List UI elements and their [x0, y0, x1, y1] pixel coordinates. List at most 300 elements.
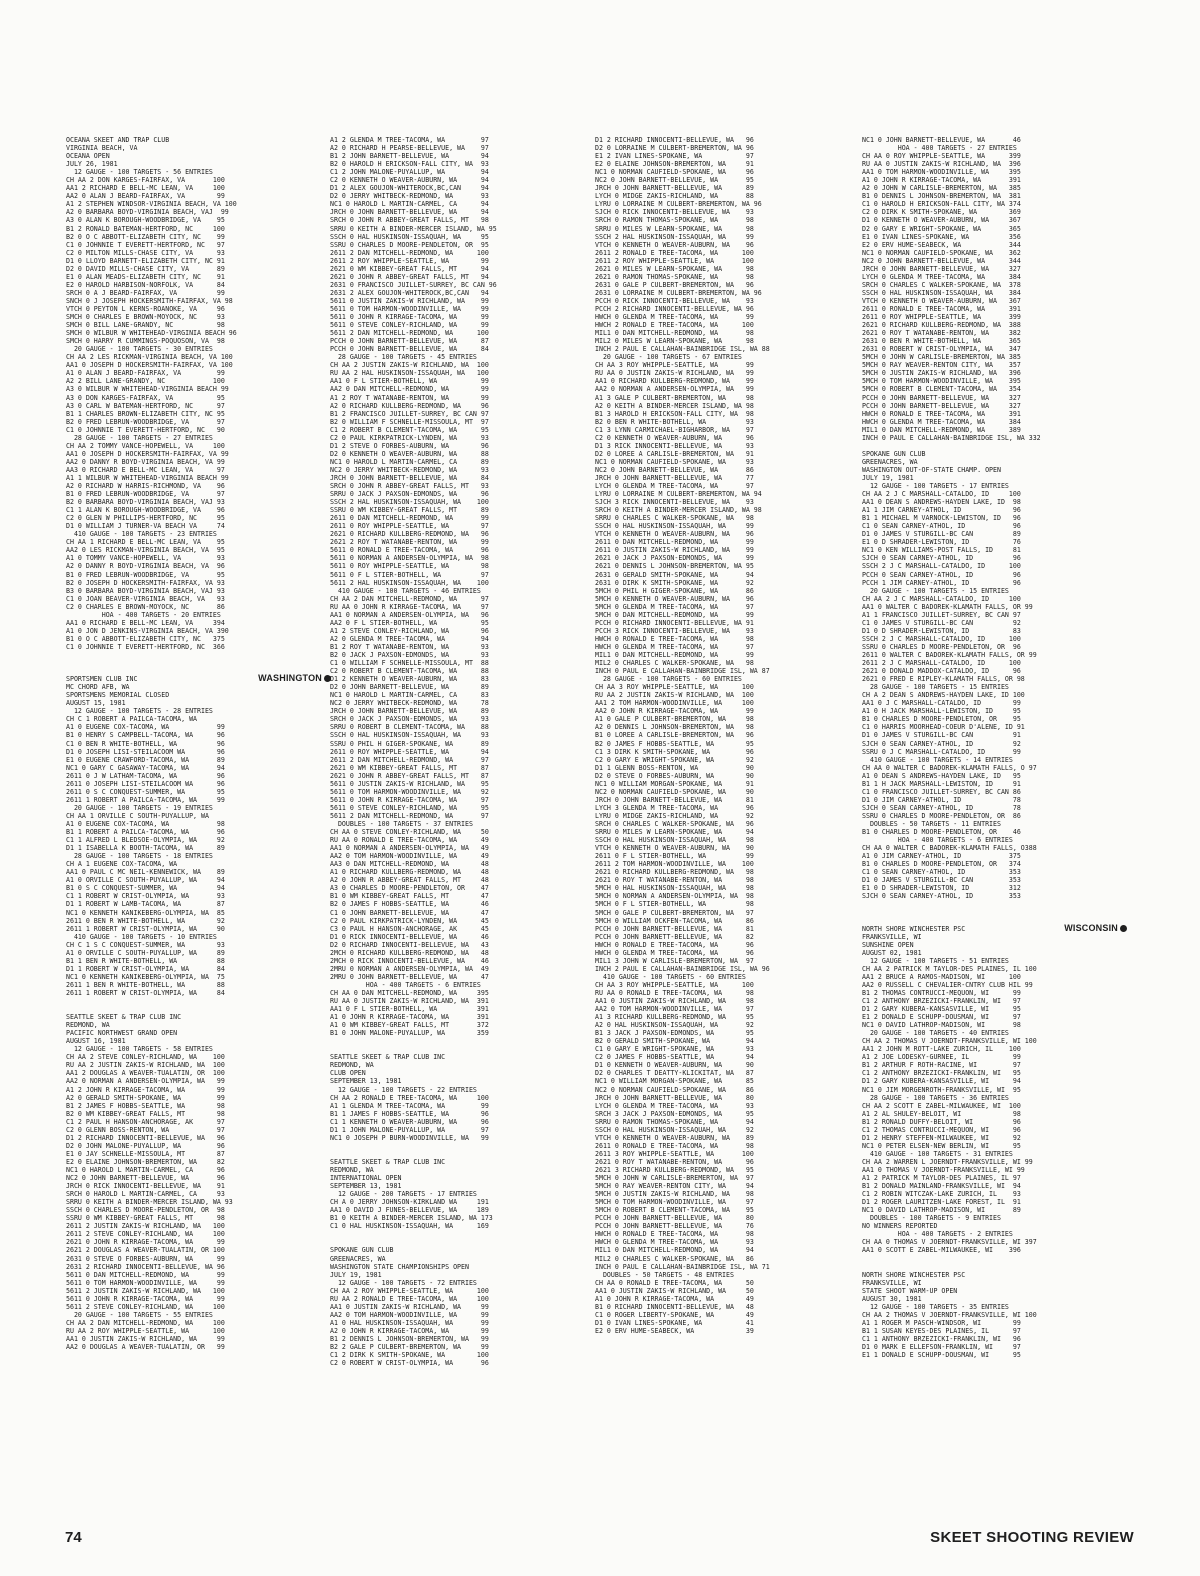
result-line: CH AA 2 PATRICK M TAYLOR-DES PLAINES, IL 100: [862, 964, 1037, 973]
result-line: MIL1 0 DAN MITCHELL-REDMOND, WA 389: [862, 425, 1021, 434]
result-line: A1 0 HAL HUSKINSON-ISSAQUAH, WA 99: [330, 1318, 489, 1327]
result-line: CH AA 0 WALTER C BADOREK-KLAMATH FALLS, O388: [862, 844, 1037, 853]
result-line: NC1 0 PETER ELSEN-NEW BERLIN, WI 95: [862, 1141, 1021, 1150]
result-line: 2611 0 J W LATHAM-TACOMA, WA 96: [66, 771, 225, 780]
result-line: CH AA 3 ROY WHIPPLE-SEATTLE, WA 100: [595, 980, 754, 989]
result-line: 2621 0 JOHN R ABBEY-GREAT FALLS, MT 87: [330, 771, 489, 780]
result-line: C1 0 BEN R WHITE-BOTHELL, WA 96: [66, 739, 225, 748]
result-line: AA1 0 JOSEPH D HOCKERSMITH-FAIRFAX, VA 100: [66, 361, 233, 370]
result-line: SSRU 0 CHARLES D MOORE-PENDLETON, OR 95: [330, 240, 489, 249]
result-line: A3 0 CHARLES D MOORE-PENDLETON, OR 47: [330, 884, 489, 893]
result-line: 2621 0 DENNIS L JOHNSON-BREMERTON, WA 95: [595, 562, 754, 571]
result-line: C1 0 SEAN CARNEY-ATHOL, ID 353: [862, 868, 1021, 877]
result-line: AUGUST 02, 1981: [862, 948, 922, 957]
result-line: AA2 0 NORMAN A ANDERSEN-OLYMPIA, WA 99: [66, 1077, 225, 1086]
result-line: C1 0 JOHNNIE T EVERETT-HERTFORD, NC 90: [66, 425, 225, 434]
result-line: C1 0 JAMES V STURGILL-BC CAN 92: [862, 618, 1021, 627]
result-line: AA1 0 THOMAS V JOERNDT-FRANKSVILLE, WI 99: [862, 1166, 1025, 1174]
result-line: DOUBLES - 100 TARGETS - 37 ENTRIES: [330, 819, 473, 828]
result-line: MIL2 0 CHARLES C WALKER-SPOKANE, WA 98: [595, 659, 754, 668]
result-line: B1 0 CHARLES D MOORE-PENDLETON, OR 374: [862, 860, 1021, 869]
result-line: JRCH 0 JOHN BARNETT-BELLEVUE, WA 94: [330, 208, 489, 217]
result-line: AA1 2 RICHARD E BELL-MC LEAN, VA 100: [66, 184, 225, 193]
result-line: 28 GAUGE - 100 TARGETS - 36 ENTRIES: [862, 1093, 1009, 1102]
result-line: C1 0 WILLIAM F SCHNELLE-MISSOULA, MT 88: [330, 659, 489, 668]
result-line: SSRU 0 PHIL H GIGER-SPOKANE, WA 89: [330, 739, 489, 748]
result-line: A1 0 JOHN R KIRRAGE-TACOMA, WA 49: [595, 1294, 754, 1303]
result-line: 5611 2 JUSTIN ZAKIS-W RICHLAND, WA 100: [66, 1286, 225, 1295]
result-line: D2 0 LOREE A CARLISLE-BREMERTON, WA 91: [595, 449, 754, 458]
result-line: CH A 2 DEAN S ANDREWS-HAYDEN LAKE, ID 100: [862, 691, 1025, 700]
result-line: A1 0 ALAN J BEARD-FAIRFAX, VA 99: [66, 369, 225, 378]
result-line: SJCH 0 SEAN CARNEY-ATHOL, ID 92: [862, 739, 1021, 748]
result-line: B1 1 SUSAN KEYES-DES PLAINES, IL 97: [862, 1326, 1021, 1335]
result-line: D1 0 JOSEPH LISI-STEILACOOM WA 96: [66, 747, 225, 756]
result-line: B2 0 FRED LEBRUN-WOODBRIDGE, VA 97: [66, 417, 225, 426]
result-line: B1 2 JAMES F HOBBS-SEATTLE, WA 98: [66, 1101, 225, 1110]
result-line: AUGUST 15, 1981: [66, 699, 126, 708]
result-line: 2611 0 DAN MITCHELL-REDMOND, WA 99: [330, 514, 489, 523]
result-line: SRRU 0 KEITH A BINDER-MERCER ISLAND, WA 93: [66, 1198, 233, 1207]
result-line: NC1 0 GARY C GASAWAY-TACOMA, WA 94: [66, 763, 225, 772]
result-line: B1 3 JACK J PAXSON-EDMONDS, WA 95: [595, 1029, 754, 1038]
result-line: INCH 2 PAUL E CALLAHAN-BAINBRIDGE ISL, WA 88: [595, 345, 770, 354]
result-line: C2 0 CHARLES E BROWN-MOYOCK, NC 86: [66, 602, 225, 611]
result-line: C1 2 PAUL H HANSON-ANCHORAGE, AK 97: [66, 1117, 225, 1126]
result-line: D1 1 ROBERT W LAMB-TACOMA, WA 87: [66, 900, 225, 909]
spacer: [862, 1255, 1127, 1263]
result-line: INCH 0 PAUL E CALLAHAN-BAINBRIDGE ISL, WA 87: [595, 667, 770, 676]
result-line: D1 0 KENNETH O WEAVER-AUBURN, WA 90: [595, 1061, 754, 1070]
result-line: C2 0 KENNETH O WEAVER-AUBURN, WA 96: [595, 433, 754, 442]
result-line: AA1 0 TOM HARMON-WOODINVILLE, WA 395: [862, 168, 1021, 177]
result-line: B1 3 HAROLD H ERICKSON-FALL CITY, WA 98: [595, 409, 754, 418]
result-line: C1 1 ALFRED L BLEDSOE-OLYMPIA, WA 92: [66, 836, 225, 845]
result-line: PCCH 0 JOHN BARNETT-BELLEVUE, WA 81: [595, 924, 754, 933]
result-line: D1 3 RICK INNOCENTI-BELLEVUE, WA 93: [595, 441, 754, 450]
result-line: HOA - 400 TARGETS - 27 ENTRIES: [862, 144, 1017, 153]
result-line: 5611 0 JOHN R KIRRAGE-TACOMA, WA 97: [330, 795, 489, 804]
result-line: A1 1 ROGER M PASCH-WINDSOR, WI 99: [862, 1318, 1021, 1327]
result-line: 2631 0 GALE P CULBERT-BREMERTON, WA 96: [595, 280, 754, 289]
result-line: AA2 0 DOUGLAS A WEAVER-TUALATIN, OR 99: [66, 1343, 225, 1352]
result-line: 2621 0 ROY T WATANABE-RENTON, WA 96: [595, 1157, 754, 1166]
result-line: SJCH 3 RICK INNOCENTI-BELLEVUE, WA 93: [595, 498, 754, 507]
result-line: AA1 0 PAUL C MC NEIL-KENNEWICK, WA 89: [66, 868, 225, 877]
result-line: E1 2 IVAN LINES-SPOKANE, WA 97: [595, 152, 754, 161]
result-line: AA1 2 JOHN M ROTT-LAKE ZURICH, IL 100: [862, 1045, 1021, 1054]
result-line: NC1 0 KENNETH KANIKEBERG-OLYMPIA, WA 85: [66, 908, 225, 917]
result-line: 2631 0 GERALD SMITH-SPOKANE, WA 94: [595, 570, 754, 579]
result-line: 5MCH 0 RAY WEAVER-RENTON CITY, WA 94: [595, 1182, 754, 1191]
result-line: PCCH 0 JOHN BARNETT-BELLEVUE, WA 76: [595, 1222, 754, 1231]
result-line: A2 0 RICHARD W HARRIS-RICHMOND, VA 96: [66, 482, 225, 491]
result-line: B1 0 KEITH A BINDER-MERCER ISLAND, WA 173: [330, 1214, 493, 1223]
result-line: 5MCH 0 JOHN W CARLISLE-BREMERTON, WA 385: [862, 353, 1021, 362]
result-line: C1 0 HAROLD H ERICKSON-FALL CITY, WA 374: [862, 200, 1021, 209]
result-line: SSCH 0 CHARLES D MOORE-PENDLETON, OR 98: [66, 1206, 225, 1215]
result-line: E2 0 HAROLD HARBISON-NORFOLK, VA 84: [66, 280, 225, 289]
result-line: 20 GAUGE - 100 TARGETS - 67 ENTRIES: [595, 353, 742, 362]
result-line: HWCH 0 GLENDA M TREE-TACOMA, WA 99: [595, 313, 754, 322]
result-line: A2 0 JOHN R KIRRAGE-TACOMA, WA 99: [330, 1326, 489, 1335]
result-line: A2 0 DANNY R BOYD-VIRGINIA BEACH, VA 96: [66, 562, 225, 571]
result-line: PACIFIC NORTHWEST GRAND OPEN: [66, 1029, 178, 1038]
result-line: 2611 2 RONALD E TREE-TACOMA, WA 100: [595, 248, 754, 257]
result-line: CH AA 0 DAN MITCHELL-REDMOND, WA 395: [330, 988, 489, 997]
result-line: 2631 0 DIRK K SMITH-SPOKANE, WA 92: [595, 578, 754, 587]
result-line: WASHINGTON STATE CHAMPIONSHIPS OPEN: [330, 1262, 469, 1271]
result-line: AA2 0 LES RICKMAN-VIRGINIA BEACH, VA 95: [66, 546, 225, 555]
result-line: SUNSHINE OPEN: [862, 940, 914, 949]
result-line: B3 0 BARBARA BOYD-VIRGINIA BEACH, VAJ 93: [66, 586, 225, 595]
result-line: 5MCH 0 JUSTIN ZAKIS-W RICHLAND, WA 98: [595, 1190, 754, 1199]
result-line: OCEANA OPEN: [66, 152, 110, 161]
result-line: C1 0 SEAN CARNEY-ATHOL, ID 96: [862, 522, 1021, 531]
result-line: HWCH 2 RONALD E TREE-TACOMA, WA 100: [595, 321, 754, 330]
result-line: A3 0 CARL W BATEMAN-HERTFORD, NC 97: [66, 401, 225, 410]
result-line: D2 0 RICHARD INNOCENTI-BELLEVUE, WA 43: [330, 940, 489, 949]
result-line: D2 0 DAVID MILLS-CHASE CITY, VA 89: [66, 264, 225, 273]
result-line: NC1 0 NORMAN CAUFIELD-SPOKANE, WA 93: [595, 457, 754, 466]
result-line: NC1 0 WILLIAM MORGAN-SPOKANE, WA 91: [595, 779, 754, 788]
result-line: A3 0 WILBUR W WHITEHEAD-VIRGINIA BEACH 99: [66, 385, 229, 394]
result-line: B2 0 JOSEPH D HOCKERSMITH-FAIRFAX, VA 93: [66, 578, 225, 587]
result-line: AA1 2 DOUGLAS A WEAVER-TUALATIN, OR 100: [66, 1069, 225, 1078]
result-line: B2 0 JAMES F HOBBS-SEATTLE, WA 95: [595, 739, 754, 748]
result-line: A1 2 STEPHEN WINDSOR-VIRGINIA BEACH, VA 100: [66, 200, 237, 209]
result-line: MIL2 0 MILES W LEARN-SPOKANE, WA 98: [595, 337, 754, 346]
result-line: PCCH 0 RICHARD INNOCENTI-BELLEVUE, WA 91: [595, 618, 754, 627]
result-line: 5611 0 STEVE CONLEY-RICHLAND, WA 95: [330, 803, 489, 812]
result-line: 2621 0 JOHN R KIRRAGE-TACOMA, WA 99: [66, 1238, 225, 1247]
result-line: 2621 0 DONALD MADDOX-CATALDO, ID 96: [862, 667, 1021, 676]
result-line: JRCH 0 JOHN BARNETT-BELLEVUE, WA 89: [595, 184, 754, 193]
result-line: 2621 0 RICHARD KULLBERG-REDMOND, WA 98: [595, 868, 754, 877]
results-column-2: [330, 136, 595, 1367]
result-line: RU AA 0 JUSTIN ZAKIS-W RICHLAND, WA 391: [330, 997, 489, 1006]
result-line: 2611 0 ROY WHIPPLE-SEATTLE, WA 94: [330, 747, 489, 756]
result-line: NC1 0 KENNETH KANIKEBERG-OLYMPIA, WA 75: [66, 972, 225, 981]
result-line: HWCH 0 GLENDA M TREE-TACOMA, WA 96: [595, 948, 754, 957]
result-line: [66, 675, 331, 683]
result-line: CH AA 2 DAN MITCHELL-REDMOND, WA 97: [330, 594, 489, 603]
result-line: A2 0 JOHN W CARLISLE-BREMERTON, WA 385: [862, 184, 1021, 193]
result-line: SRRU 0 KEITH A BINDER-MERCER ISLAND, WA 95: [330, 224, 497, 233]
result-line: 20 GAUGE - 100 TARGETS - 30 ENTRIES: [66, 345, 213, 354]
result-line: A1 3 GALE P CULBERT-BREMERTON, WA 98: [595, 393, 754, 402]
result-line: 2621 2 ROY T WATANABE-RENTON, WA 99: [330, 538, 489, 547]
result-line: SSCH 2 HAL HUSKINSON-ISSAQUAH, WA 100: [330, 498, 489, 507]
result-line: HWCH 0 GLENDA M TREE-TACOMA, WA 384: [862, 417, 1021, 426]
result-line: C1 1 KENNETH O WEAVER-AUBURN, WA 96: [330, 1117, 489, 1126]
result-line: SRRU 0 CHARLES C WALKER-SPOKANE, WA 98: [595, 514, 754, 523]
result-line: CH AA 0 THOMAS V JOERNDT-FRANKSVILLE, WI 397: [862, 1238, 1037, 1247]
result-line: C1 3 LYNN CARMICHAEL-BIGHARBOR, WA 97: [595, 425, 754, 434]
result-line: AA1 0 JUSTIN ZAKIS-W RICHLAND, WA 50: [595, 1286, 754, 1295]
result-line: REDMOND, WA: [330, 1061, 374, 1070]
result-line: C2 0 PAUL KIRKPATRICK-LYNDEN, WA 45: [330, 916, 489, 925]
result-line: NC2 0 JOHN BARNETT-BELLEVUE, WA 95: [595, 176, 754, 185]
result-line: C2 0 ROBERT W CRIST-OLYMPIA, WA 96: [330, 1359, 489, 1368]
result-line: B1 2 ROY T WATANABE-RENTON, WA 93: [330, 642, 489, 651]
result-line: NO WINNERS REPORTED: [862, 1222, 938, 1231]
result-line: LYRU 0 LORRAINE M CULBERT-BREMERTON, WA 96: [595, 200, 762, 209]
result-line: C2 0 GLEN W PHILLIPS-HERTFORD, NC 95: [66, 514, 225, 523]
result-line: C2 0 ROBERT B CLEMENT-TACOMA, WA 88: [330, 667, 489, 676]
result-line: CH A 0 JERRY JOHNSON-KIRKLAND WA 191: [330, 1198, 489, 1207]
result-line: D1 1 GLENN BOSS-RENTON, WA 90: [595, 763, 754, 772]
result-line: LYCH 3 GLENDA M TREE-TACOMA, WA 96: [595, 803, 754, 812]
result-line: 5MCH 0 KENNETH O WEAVER-AUBURN, WA 96: [595, 594, 754, 603]
result-line: B2 0 HAROLD H ERICKSON-FALL CITY, WA 93: [330, 160, 489, 169]
result-line: C1 0 JOHNNIE T EVERETT-HERTFORD, NC 366: [66, 642, 225, 651]
result-line: C1 2 ANTHONY BRZEZICKI-FRANKLIN, WI 95: [862, 1069, 1021, 1078]
result-line: SRRU 0 MILES W LEARN-SPOKANE, WA 94: [595, 828, 754, 837]
result-line: B1 2 DONALD MAINLAND-FRANKSVILLE, WI 94: [862, 1182, 1021, 1191]
page-number: 74: [65, 1529, 82, 1546]
result-line: D1 2 ALEX GOUJON-WHITEROCK,BC,CAN 94: [330, 184, 489, 193]
result-line: SMCH 0 CHARLES E BROWN-MOYOCK, NC 93: [66, 313, 225, 322]
result-line: 410 GAUGE - 100 TARGETS - 14 ENTRIES: [862, 755, 1013, 764]
result-line: SSRU 0 CHARLES D MOORE-PENDLETON, OR 86: [862, 811, 1021, 820]
result-line: A1 3 RICHARD KULLBERG-REDMOND, WA 95: [595, 1013, 754, 1022]
result-line: 410 GAUGE - 100 TARGETS - 31 ENTRIES: [862, 1149, 1013, 1158]
result-line: 12 GAUGE - 200 TARGETS - 17 ENTRIES: [330, 1190, 477, 1199]
result-line: [862, 922, 1127, 933]
result-line: C1 0 ROGER LIBERTY-SPOKANE, WA 49: [595, 1310, 754, 1319]
result-line: PCCH 2 RICHARD INNOCENTI-BELLEVUE, WA 96: [595, 304, 754, 313]
result-line: MIL1 0 DAN MITCHELL-REDMOND, WA 99: [595, 651, 754, 659]
result-line: B2 0 BEN R WHITE-BOTHELL, WA 93: [595, 417, 754, 426]
result-line: PCCH 0 JOHN BARNETT-BELLEVUE, WA 327: [862, 393, 1021, 402]
results-column-4: [862, 136, 1127, 1359]
result-line: AUGUST 30, 1981: [862, 1294, 922, 1303]
results-column-1: [66, 136, 331, 1351]
result-line: C1 0 JOHN BARNETT-BELLEVUE, WA 47: [330, 908, 489, 917]
result-line: A2 0 HAL HUSKINSON-ISSAQUAH, WA 92: [595, 1021, 754, 1030]
result-line: 2621 0 RICHARD KULLBERG-REDMOND, WA 96: [330, 530, 489, 539]
result-line: SMCH 0 WILBUR W WHITEHEAD-VIRGINIA BEACH 96: [66, 329, 237, 338]
result-line: 2611 2 STEVE CONLEY-RICHLAND, WA 100: [66, 1230, 225, 1239]
result-line: AA1 2 BRUCE A RAMOS-MADISON, WI 100: [862, 972, 1021, 981]
result-line: E2 0 ERV HUME-SEABECK, WA 344: [862, 240, 1021, 249]
result-line: PCCH 0 JOHN BARNETT-BELLEVUE, WA 87: [330, 337, 489, 346]
result-line: SPORTSMENS MEMORIAL CLOSED: [66, 691, 170, 700]
result-line: 12 GAUGE - 100 TARGETS - 17 ENTRIES: [862, 482, 1009, 491]
result-line: 5611 2 STEVE CONLEY-RICHLAND, WA 100: [66, 1302, 225, 1311]
result-line: A1 2 JOHN R KIRRAGE-TACOMA, WA 99: [66, 1085, 225, 1094]
result-line: AA1 0 DEAN S ANDREWS-HAYDEN LAKE, ID 98: [862, 498, 1021, 507]
result-line: 5611 0 TOM HARMON-WOODINVILLE, WA 99: [66, 1278, 225, 1287]
result-line: 2621 3 RICHARD KULLBERG-REDMOND, WA 95: [595, 1166, 754, 1174]
result-line: 5MCH 0 ROBERT B CLEMENT-TACOMA, WA 95: [595, 1206, 754, 1215]
result-line: NC2 0 JOHN BARNETT-BELLEVUE, WA 344: [862, 256, 1021, 265]
result-line: AA2 0 RUSSELL C CHEVALIER-CNTRY CLUB HIL 99: [862, 980, 1033, 989]
result-line: 2621 0 JACK J PAXSON-EDMONDS, WA 99: [595, 554, 754, 563]
result-line: D1 2 RICHARD INNOCENTI-BELLEVUE, WA 96: [66, 1133, 225, 1142]
result-line: D1 1 ISABELLA K BOOTH-TACOMA, WA 89: [66, 844, 225, 853]
result-line: 2611 2 JUSTIN ZAKIS-W RICHLAND, WA 100: [66, 1222, 225, 1231]
result-line: 28 GAUGE - 100 TARGETS - 18 ENTRIES: [66, 852, 213, 861]
result-line: AA1 0 SCOTT E ZABEL-MILWAUKEE, WI 396: [862, 1246, 1021, 1255]
result-line: AA2 0 DAN MITCHELL-REDMOND, WA 99: [330, 385, 489, 394]
result-line: AA1 0 JUSTIN ZAKIS-W RICHLAND, WA 99: [330, 1302, 489, 1311]
result-line: GREENACRES, WA: [862, 457, 918, 466]
result-line: SRCH 0 JACK J PAXSON-EDMONDS, WA 93: [330, 715, 489, 724]
result-line: INTERNATIONAL OPEN: [330, 1174, 402, 1183]
result-line: C2 0 GLENN BOSS-RENTON, WA 97: [66, 1125, 225, 1134]
result-line: SJCH 0 SEAN CARNEY-ATHOL, ID 96: [862, 554, 1021, 563]
spacer: [330, 1150, 595, 1158]
result-line: SSCH 2 J C MARSHALL-CATALDO, ID 100: [862, 562, 1021, 571]
result-line: AA2 0 TOM HARMON-WOODINVILLE, WA 49: [330, 852, 489, 861]
spacer: [330, 1230, 595, 1238]
result-line: A1 0 WM KIBBEY-GREAT FALLS, MT 372: [330, 1021, 489, 1030]
result-line: D1 0 WILLIAM J TURNER-VA BEACH VA 74: [66, 522, 225, 531]
result-line: A1 0 H JACK MARSHALL-LEWISTON, ID 95: [862, 707, 1021, 716]
result-line: C1 0 HARRIS MOORHEAD-COEUR D'ALENE, ID 91: [862, 723, 1025, 732]
result-line: 2MCH 0 RICHARD KULLBERG-REDMOND, WA 48: [330, 948, 489, 957]
result-line: B1 1 H JACK MARSHALL-LEWISTON, ID 91: [862, 779, 1021, 788]
result-line: 2631 0 FRANCISCO JUILLET-SURREY, BC CAN 96: [330, 280, 497, 289]
result-line: CH AA 2 JUSTIN ZAKIS-W RICHLAND, WA 100: [330, 361, 489, 370]
result-line: NC1 0 WILLIAM MORGAN-SPOKANE, WA 85: [595, 1077, 754, 1086]
result-line: LYCH 0 GLENDA M TREE-TACOMA, WA 384: [862, 272, 1021, 281]
result-line: 20 GAUGE - 100 TARGETS - 40 ENTRIES: [862, 1029, 1009, 1038]
result-line: C2 0 PAUL KIRKPATRICK-LYNDEN, WA 93: [330, 433, 489, 442]
result-line: FRANKSVILLE, WI: [862, 932, 922, 941]
result-line: PCCH 0 JOHN BARNETT-BELLEVUE, WA 82: [595, 932, 754, 941]
result-line: 2611 2 ROY WHIPPLE-SEATTLE, WA 100: [595, 256, 754, 265]
result-line: SSCH 0 HAL HUSKINSON-ISSAQUAH, WA 98: [595, 836, 754, 845]
result-line: SJCH 0 SEAN CARNEY-ATHOL, ID 78: [862, 803, 1021, 812]
result-line: RU AA 0 RONALD E TREE-TACOMA, WA 98: [595, 988, 754, 997]
result-line: LYRU 0 MIDGE ZAKIS-RICHLAND, WA 92: [595, 811, 754, 820]
result-line: 20 GAUGE - 100 TARGETS - 19 ENTRIES: [66, 803, 213, 812]
result-line: CH AA 0 STEVE CONLEY-RICHLAND, WA 50: [330, 828, 489, 837]
result-line: C1 3 DIRK K SMITH-SPOKANE, WA 96: [595, 747, 754, 756]
result-line: SRRU 0 JACK J PAXSON-EDMONDS, WA 96: [330, 490, 489, 499]
result-line: AA1 0 DAVID J FUNES-BELLEVUE, WA 189: [330, 1206, 489, 1215]
result-line: INCH 2 PAUL E CALLAHAN-BAINBRIDGE ISL, WA 96: [595, 964, 770, 973]
result-line: HOA - 400 TARGETS - 2 ENTRIES: [862, 1230, 1013, 1239]
result-line: A1 0 EUGENE COX-TACOMA, WA 98: [66, 819, 225, 828]
result-line: B1 2 THOMAS CONTRUCCI-MEQUON, WI 99: [862, 988, 1021, 997]
result-line: PCCH 0 JOHN BARNETT-BELLEVUE, WA 327: [862, 401, 1021, 410]
state-heading: WISCONSIN: [1064, 924, 1127, 932]
result-line: A1 0 ORVILLE C SOUTH-PUYALLUP, WA 94: [66, 876, 225, 885]
result-line: 5MCH 0 WILLIAM OCKFEN-TACOMA, WA 86: [595, 916, 754, 925]
spacer: [862, 442, 1127, 450]
result-line: SSCH 0 HAL HUSKINSON-ISSAQUAH, WA 99: [595, 522, 754, 531]
result-line: 2611 2 DAN MITCHELL-REDMOND, WA 97: [330, 755, 489, 764]
result-line: D1 2 STEVE O FORBES-AUBURN, WA 96: [330, 441, 489, 450]
result-line: SRCH 0 JOHN R ABBEY-GREAT FALLS, MT 98: [330, 216, 489, 225]
result-line: CH AA 2 RONALD E TREE-TACOMA, WA 100: [330, 1093, 489, 1102]
result-line: 2621 2 DOUGLAS A WEAVER-TUALATIN, OR 100: [66, 1246, 225, 1255]
result-line: C1 2 THOMAS CONTRUCCI-MEQUON, WI 96: [862, 1125, 1021, 1134]
result-line: NC1 0 HAROLD L MARTIN-CARMEL, CA 83: [330, 691, 489, 700]
result-line: CH AA 0 RONALD E TREE-TACOMA, WA 50: [595, 1278, 754, 1287]
result-line: CH AA 2 SCOTT E ZABEL-MILWAUKEE, WI 100: [862, 1101, 1021, 1110]
result-line: AA3 0 RICHARD E BELL-MC LEAN, VA 97: [66, 465, 225, 474]
result-line: D1 0 JAMES V STURGILL-BC CAN 353: [862, 876, 1021, 885]
result-line: PCCH 0 SEAN CARNEY-ATHOL, ID 96: [862, 570, 1021, 579]
result-line: SRCH 0 CHARLES C WALKER-SPOKANE, WA 96: [595, 819, 754, 828]
result-line: B2 0 BARBARA BOYD-VIRGINIA BEACH, VAJ 93: [66, 498, 225, 507]
result-line: CH C 1 S C CONQUEST-SUMMER, WA 93: [66, 940, 225, 949]
result-line: HWCH 0 RONALD E TREE-TACOMA, WA 96: [595, 940, 754, 949]
result-line: DOUBLES - 100 TARGETS - 9 ENTRIES: [862, 1214, 1001, 1223]
result-line: NC2 0 JOHN BARNETT-BELLEVUE, WA 96: [66, 1174, 225, 1183]
result-line: C1 2 JOHN MALONE-PUYALLUP, WA 94: [330, 168, 489, 177]
result-line: 5MCH 0 PHIL H GIGER-SPOKANE, WA 86: [595, 586, 754, 595]
result-line: NC1 0 HAROLD L MARTIN-CARMEL, CA 94: [330, 200, 489, 209]
result-line: 5MCH 0 RAY WEAVER-RENTON CITY, WA 357: [862, 361, 1021, 370]
result-line: 5MCH 0 JOHN W CARLISLE-BREMERTON, WA 97: [595, 1174, 754, 1183]
result-line: LYCH 0 MIDGE ZAKIS-RICHLAND, WA 88: [595, 192, 754, 201]
result-line: 2611 0 JUSTIN ZAKIS-W RICHLAND, WA 99: [595, 546, 754, 555]
result-line: B1 0 WM KIBBEY-GREAT FALLS, MT 47: [330, 892, 489, 901]
result-line: RU AA 0 JUSTIN ZAKIS-W RICHLAND, WA 99: [595, 369, 754, 378]
result-line: 2611 0 S C CONQUEST-SUMMER, WA 95: [66, 787, 225, 796]
result-line: B1 0 DENNIS L JOHNSON-BREMERTON, WA 381: [862, 192, 1021, 201]
result-line: RU AA 2 JUSTIN ZAKIS-W RICHLAND, WA 100: [595, 691, 754, 700]
result-line: PCCH 0 JOHN BARNETT-BELLEVUE, WA 84: [330, 345, 489, 354]
result-line: AA1 0 F L STIER-BOTHELL, WA 391: [330, 1005, 489, 1014]
result-line: D2 0 CHARLES T DEATTY-KLICKITAT, WA 87: [595, 1069, 754, 1078]
result-line: 2611 0 RONALD E TREE-TACOMA, WA 391: [862, 304, 1021, 313]
result-line: SEATTLE SKEET & TRAP CLUB INC: [66, 1013, 182, 1022]
result-line: 5MCH 0 DAN MITCHELL-REDMOND, WA 99: [595, 610, 754, 619]
result-line: SRRU 0 MILES W LEARN-SPOKANE, WA 98: [595, 224, 754, 233]
result-line: CH AA 2 THOMAS V JOERNDT-FRANKSVILLE, WI 100: [862, 1037, 1037, 1046]
result-line: 2621 0 RICHARD KULLBERG-REDMOND, WA 388: [862, 321, 1021, 330]
result-line: 12 GAUGE - 100 TARGETS - 35 ENTRIES: [862, 1302, 1009, 1311]
result-line: E1 2 DONALD E SCHUPP-DOUSMAN, WI 97: [862, 1013, 1021, 1022]
result-line: SEPTEMBER 13, 1981: [330, 1182, 402, 1191]
result-line: NC1 0 HAROLD L MARTIN-CARMEL, CA 89: [330, 457, 489, 466]
result-line: D2 0 KENNETH O WEAVER-AUBURN, WA 88: [330, 449, 489, 458]
result-line: CH AA 2 STEVE CONLEY-RICHLAND, WA 100: [66, 1053, 225, 1062]
result-line: SRCH 0 RAMON THOMAS-SPOKANE, WA 98: [595, 216, 754, 225]
result-line: C1 0 HAL HUSKINSON-ISSAQUAH, WA 169: [330, 1222, 489, 1231]
result-line: 2611 1 ROBERT W CRIST-OLYMPIA, WA 90: [66, 924, 225, 933]
result-line: HOA - 400 TARGETS - 6 ENTRIES: [862, 836, 1013, 845]
result-line: SNCH 0 J JOSEPH HOCKERSMITH-FAIRFAX, VA 98: [66, 296, 233, 305]
result-line: 410 GAUGE - 100 TARGETS - 60 ENTRIES: [595, 972, 746, 981]
result-line: C1 0 FRANCISCO JUILLET-SURREY, BC CAN 86: [862, 787, 1021, 796]
result-line: DOUBLES - 50 TARGETS - 48 ENTRIES: [595, 1270, 734, 1279]
result-line: A2 2 BILL LANE-GRANDY, NC 100: [66, 377, 225, 386]
result-line: JRCH 0 JOHN BARNETT-BELLEVUE, WA 89: [330, 707, 489, 716]
result-line: D2 0 JOHN MALONE-PUYALLUP, WA 96: [66, 1141, 225, 1150]
result-line: A1 1 JIM CARNEY-ATHOL, ID 96: [862, 506, 1021, 515]
result-line: B1 2 RONALD DUFFY-BELOIT, WI 96: [862, 1117, 1021, 1126]
result-line: SSCH 0 HAL HUSKINSON-ISSAQUAH, WA 93: [330, 731, 489, 740]
result-line: JULY 26, 1981: [66, 160, 118, 169]
result-line: SRCH 0 A J BEARD-FAIRFAX, VA 99: [66, 288, 225, 297]
result-line: 5MCH 0 F L STIER-BOTHELL, WA 98: [595, 900, 754, 909]
result-line: PCCH 0 JOHN BARNETT-BELLEVUE, WA 80: [595, 1214, 754, 1223]
result-line: SRCH 0 HAROLD L MARTIN-CARMEL, CA 93: [66, 1190, 225, 1199]
result-line: AA1 0 JUSTIN ZAKIS-W RICHLAND, WA 98: [595, 997, 754, 1006]
result-line: A1 0 TOMMY VANCE-HOPEWELL, VA 93: [66, 554, 225, 563]
result-line: AA2 0 NORMAN A ANDERSEN-OLYMPIA, WA 99: [595, 385, 754, 394]
result-line: SPOKANE GUN CLUB: [862, 449, 926, 458]
result-line: AUGUST 16, 1981: [66, 1037, 126, 1046]
